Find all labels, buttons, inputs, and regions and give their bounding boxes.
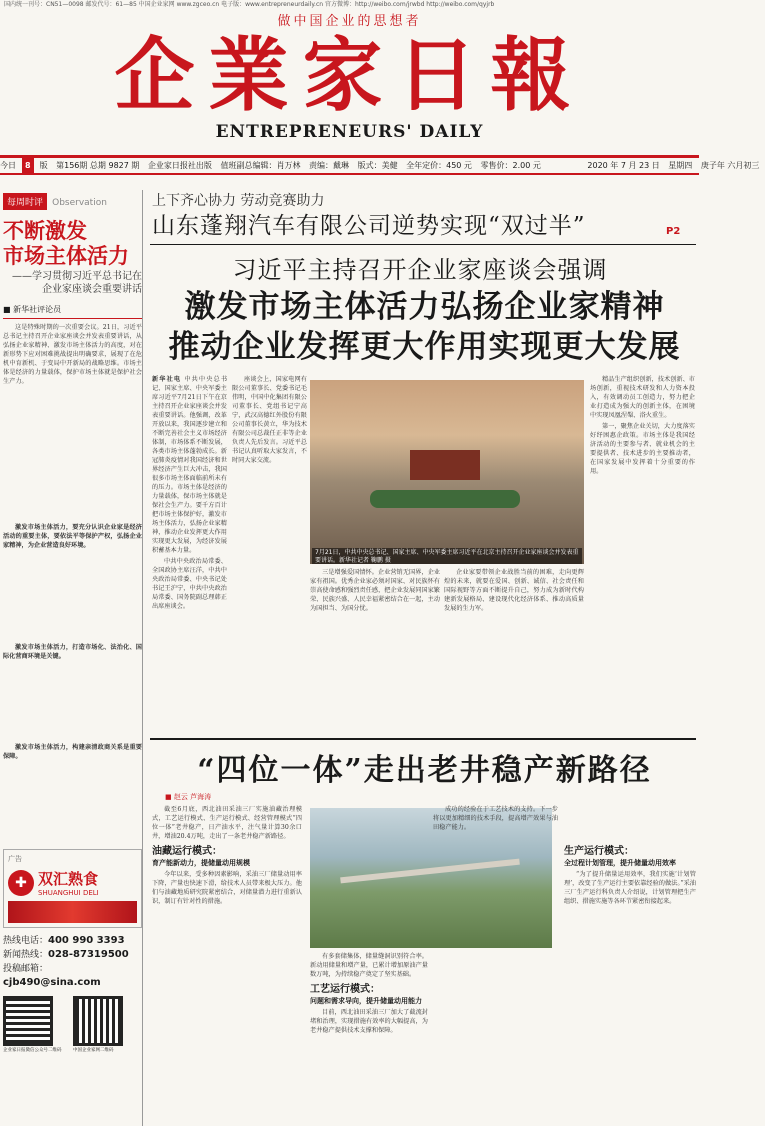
dateline: 新华社电 (152, 376, 182, 383)
weekday: 星期四 (668, 161, 693, 170)
issue-info-bar (0, 155, 760, 175)
ad-banner-image (8, 901, 137, 923)
sidebar-para2: 激发市场主体活力，要充分认识企业家是经济活动的重要主体，要依法平等保护产权，弘扬企业家精神，为企业营造良好环境。 (3, 524, 142, 549)
qr-code-icon[interactable] (73, 996, 123, 1046)
top-story-kicker: 上下齐心协力 劳动竞赛助力 (152, 193, 325, 209)
top-story-headline[interactable]: 山东蓬翔汽车有限公司逆势实现“双过半” (152, 213, 586, 239)
sidebar-para4: 激发市场主体活力，构建亲清政商关系是重要保障。 (3, 744, 142, 760)
meeting-photo[interactable] (310, 380, 584, 564)
lead-col6: 第一，聚焦企业关切，大力度落实好纾困惠企政策。市场主体是我国经济活动的主要参与者、就业机会的主要提供者、技术进步的主要推动者，在国家发展中发挥着十分重要的作用。 (590, 423, 695, 475)
lead-col3: 三是增强爱国情怀。企业营销无国界，企业家有祖国。优秀企业家必须对国家、对民族怀有崇高使命感和强烈责任感，把企业发展同国家繁荣、民族兴盛、人民幸福紧密结合在一起，主动为国担当、为国分忧。 (310, 569, 440, 612)
second-subhead1: 油藏运行模式： (152, 846, 222, 857)
second-subhead3: 生产运行模式： (564, 846, 634, 857)
second-col4: “为了提升储量运用效率，我们实施‘计划管理’，改变了生产运行主要依靠经验的做法。”采油三厂生产运行科负责人介绍说，计划管理把生产组织、措施实施等各环节紧密衔接起来。 (564, 871, 696, 905)
hotline-number[interactable]: 400 990 3393 (48, 935, 125, 946)
second-subline3: 全过程计划管理，提升储量动用效率 (564, 858, 676, 867)
second-col1: 截至6月底，西北油田采油三厂实施油藏治理模式，工艺运行模式、生产运行模式、经营管理模式“四位一体”老井稳产，日产油水平，注气量计算30余口井，增油20.4万吨，走出了一条老井稳产新路径。 (152, 806, 302, 840)
page-reference[interactable]: P2 (666, 226, 681, 237)
sidebar-para3: 激发市场主体活力，打造市场化、法治化、国际化营商环境是关键。 (3, 644, 142, 660)
qr-code-icon[interactable] (3, 996, 53, 1046)
lead-col2: 座谈会上，国家电网有限公司董事长、党委书记毛伟明，中国中化集团有限公司董事长、党组书记宁高宁，武汉高德红外股份有限公司董事长黄立，华为技术有限公司总裁任正非等企业负责人先后发言。习近平总书记认真听取大家发言，不时同大家交流。 (232, 376, 307, 464)
page-count: 8 (22, 158, 34, 173)
sidebar-commentary (3, 190, 143, 1126)
second-byline: ■ 赵云 芦海涛 (165, 793, 212, 801)
issue-date: 2020 年 7 月 23 日 (587, 161, 660, 170)
email-row: 投稿邮箱：cjb490@sina.com (3, 964, 101, 988)
ban-label: 版 (39, 161, 48, 170)
qr-caption-2: 中国企业家网二维码 (73, 1048, 114, 1053)
second-col3: 成功的经验在于工艺技术的支持。下一步将以更加精细的技术手段，提高增产效果与油田稳产能力。 (433, 806, 558, 831)
lead-col1: 新华社电 中共中央总书记、国家主席、中央军委主席习近平7月21日下午在京主持召开企业家座谈会并发表重要讲话。他强调，改革开放以来，我国逐步建立和不断完善社会主义市场经济体制，市场体系不断发展，各类市场主体蓬勃成长。新冠肺炎疫情对我国经济和世界经济产生巨大冲击，我国很多市场主体面临前所未有的压力。市场主体是经济的力量载体，保市场主体就是保社会生产力。要千方百计把市场主体保护好，激发市场主体活力，弘扬企业家精神，推动企业发挥更大作用实现更大发展，为经济发展积蓄基本力量。 (152, 376, 228, 554)
lead-col5: 企业家要带领企业战胜当前的困难，走向更辉煌的未来，就要在爱国、创新、诚信、社会责任和国际视野等方面不断提升自己，努力成为新时代构建新发展格局、建设现代化经济体系、推动高质量发展的生力军。 (444, 569, 584, 612)
lead-kicker: 习近平主持召开企业家座谈会强调 (232, 256, 608, 284)
sidebar-headline[interactable]: 不断激发 市场主体活力 (3, 218, 129, 268)
newspaper-masthead: 企業家日報 (114, 28, 585, 122)
retail-price: 零售价：2.00 元 (480, 161, 541, 170)
lead-headline-line2: 推动企业发挥更大作用实现更大发展 (168, 329, 681, 365)
masthead-english: ENTREPRENEURS' DAILY (215, 122, 484, 142)
ad-brand-en: SHUANGHUI DELI (38, 889, 99, 897)
chief-editor: 值班副总编辑：肖万林 (220, 161, 301, 170)
sidebar-subheadline: ——学习贯彻习近平总书记在企业家座谈会重要讲话 (12, 271, 142, 295)
lunar-date: 庚子年 六月初三 (700, 161, 760, 170)
second-col2b: 目前，西北油田采油三厂加大了截流封堵和治理，实现措施有效率的大幅提高，为老井稳产提供技术支撑和保障。 (310, 1009, 428, 1034)
hotline-row: 热线电话：400 990 3393 (3, 935, 125, 946)
ad-brand: 双汇熟食 (38, 870, 99, 888)
second-subline1: 育产能新动力，提储量动用规模 (152, 858, 250, 867)
second-col2: 有多套储集体，储量缝洞识别符合率。新动用储量和增产量，已累计增加原油产量数万吨，为持续稳产奠定了坚实基础。 (310, 953, 428, 978)
column-tag-en: Observation (52, 198, 107, 208)
editor: 责编：戴琳 (309, 161, 350, 170)
email-address[interactable]: cjb490@sina.com (3, 977, 101, 988)
news-number[interactable]: 028-87319500 (48, 949, 129, 960)
ad-label: 广告 (8, 855, 22, 863)
second-headline[interactable]: “四位一体”走出老井稳产新路径 (197, 753, 652, 788)
sidebar-author: ■ 新华社评论员 (3, 304, 142, 319)
shuanghui-logo-icon: ✚ (8, 870, 34, 896)
second-subhead2: 工艺运行模式： (310, 984, 380, 995)
lead-col4: 精品生产组织创新，技术创新、市场创新，重视技术研发和人力资本投入，有效调动员工创造力，努力把企业打造成为强大的创新主体，在困境中实现凤凰涅槃、浴火重生。 (590, 376, 695, 419)
lead-col1b: 中共中央政治局常委、全国政协主席汪洋，中共中央政治局常委、中央书记处书记王沪宁，中共中央政治局常委、国务院副总理韩正出席座谈会。 (152, 558, 227, 610)
second-col1b: 今年以来，受多种因素影响，采油三厂储量动用率下降，产量也快速下滑，给技术人员带来极大压力。他们与油藏地质研究院紧密结合，对储量潜力进行重新认识，制订有针对性的措施。 (152, 871, 302, 905)
today-label: 今日 (0, 161, 16, 170)
photo-podium (410, 450, 480, 480)
annual-price: 全年定价：450 元 (406, 161, 472, 170)
column-tag: 每周时评 (3, 193, 47, 210)
second-subline2: 问题和需求导向，提升储量动用能力 (310, 996, 422, 1005)
divider (150, 738, 696, 740)
photo-flowers (370, 490, 520, 508)
issue-number: 第156期 总期 9827 期 (56, 161, 140, 170)
layout-editor: 版式：美健 (357, 161, 398, 170)
publisher: 企业家日报社出版 (147, 161, 212, 170)
lead-headline-line1: 激发市场主体活力弘扬企业家精神 (184, 289, 665, 325)
top-info-bar: 国内统一刊号：CN51—0098 邮发代号：61—85 中国企业家网 www.zgceo.cn 电子版：www.entrepreneurdaily.cn 官方微博：http://weibo.com/jrwbd http://weibo.com/qyjrb (4, 1, 495, 8)
news-hotline-row: 新闻热线：028-87319500 (3, 949, 129, 960)
sidebar-body: 这是特殊时期的一次重要会议。21日，习近平总书记主持召开企业家座谈会并发表重要讲话，从弘扬企业家精神、激发市场主体活力的高度，对在新形势下应对困难挑战提出明确要求，展现了在危机中育新机、于变局中开新局的战略思维。市场主体是经济的力量载体，保护市场主体就是保护社会生产力。 (3, 324, 142, 385)
lead-headline[interactable] (152, 287, 697, 367)
qr-caption-1: 企业家日报微信公众号二维码 (3, 1048, 62, 1053)
advertisement[interactable] (3, 849, 142, 928)
divider (150, 244, 696, 245)
slogan: 做中国企业的思想者 (277, 14, 422, 29)
photo-caption: 7月21日，中共中央总书记、国家主席、中央军委主席习近平在北京主持召开企业家座谈会并发表重要讲话。新华社记者 鞠鹏 摄 (312, 548, 582, 564)
